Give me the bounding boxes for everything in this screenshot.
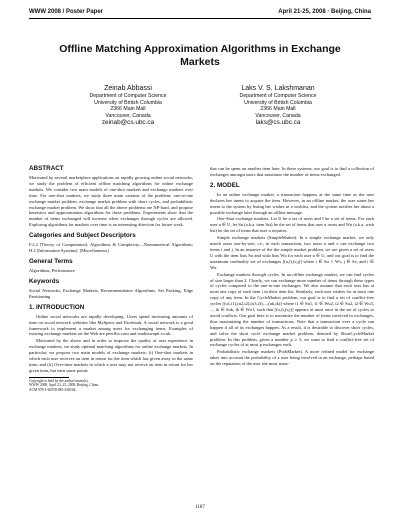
header-left: WWW 2008 / Poster Paper [29, 9, 104, 15]
categories-text: F.2.2 [Theory of Computation]: Algorithms & Complexity—Nonnumerical Algorithms; H.4 [Information Systems]: [Miscellaneous] [29, 242, 193, 254]
author-city: Vancouver, Canada [105, 112, 151, 119]
author-name: Laks V. S. Lakshmanan [241, 85, 315, 92]
left-column [29, 165, 193, 392]
model-paragraph: In an online exchange market, a transaction happens at the same time as the user declares her intent to acquire the item. However, in an offline market, the user states her intent to the system by listing her wishes in a wishlist, and the system notifies her about a possible exchange later through an offline message. [210, 191, 374, 215]
introduction-heading: 1. INTRODUCTION [29, 303, 85, 311]
running-header [29, 9, 371, 17]
model-paragraph: Probabilistic exchange markets (ProbMarket). A more refined model for exchange takes into account the probability of a user being involved in an exchange, perhaps based on the reputation of the user she must trans- [210, 349, 374, 367]
author-email: zeinab@cs.ubc.ca [101, 119, 155, 127]
model-paragraph: One-Shot exchange markets. Let U be a set of users and I be a set of items. For each user u ∈ U, let Su (a.k.a. item list) be the set of items that user u owns and Wu (a.k.a. wish list) be the set of items that user u requires. [210, 216, 374, 234]
right-column [210, 166, 374, 368]
model-paragraph: Simple exchange markets (SimpleMarket). In a simple exchange market, we only match users one-by-one, i.e., in each transaction, two users u and v can exchange two items i and j. In an instance of the the simple market problem, we are given a set of users U with the item lists Su and wish lists Wu for each user u ∈ U, and our goal is to find the maximum cardinality set of exchanges [(u,i),(v,j)] where i ∈ Su ∩ Wv, j ∈ Sv, and i ∈ Wu. [210, 235, 374, 270]
model-paragraph: Exchange markets through cycles. In an offline exchange market, we can find cycles of size larger than 2. Clearly, we can exchange more number of items through these types of cycles compared to the one-to-one exchanges. We also assume that each user has at most one copy of each item i in their item list. Similarly, each user wishes for at most one copy of any item. In the CycleMarket problem, our goal is to find a set of conflict-free cycles [(u1,i1),(u2,i2),(u3,i3),...,(uk,ik)] where i1 ∈ Su1, i1 ∈ Wu2, i2 ∈ Su2, i2 ∈ Wu3, ..., ik ∈ Suk, ik ∈ Wu1, such that [(u,i),(v,j)] appears at most once in the set of cycles to avoid conflicts. Our goal here is to maximize the number of items involved in exchanges, thus maximizing the number of transactions. Note that a transaction over a cycle can happen if all of its exchanges happen. As a result, it is desirable to discover short cycles, and solve the short cycle exchange market problem, denoted by ShortCycleMarket problem. In this problem, given a number p ≥ 3, we want to find a conflict-free set of exchange cycles of at most p exchanges each. [210, 271, 374, 348]
introduction-paragraph: Motivated by the above and in order to improve the quality of user experience in exchange markets, we study optimal matching algorithms for online exchange markets. In particular, we propose two main models of exchange markets: (i) One-shot markets in which each user receives an item in return for the item which has given away in the same time; and (ii) Over-time markets in which a user may not receive an item in return for her given item, but earn some points [29, 338, 193, 373]
author-dept: Department of Computer Science [89, 93, 167, 99]
model-heading: 2. MODEL [210, 181, 240, 189]
terms-text: Algorithms, Performance [29, 267, 75, 273]
abstract-heading: ABSTRACT [29, 165, 64, 172]
keywords-text: Social Networks, Exchange Markets, Recommendation Algorithms, Set Packing, Edge Partitioning [29, 287, 193, 299]
author-block-2 [208, 84, 348, 127]
terms-heading: General Terms [29, 257, 73, 265]
abstract-text: Motivated by several marketplace applications on rapidly growing online social networks, we study the problem of efficient offline matching algorithms for online exchange markets. We consider two main models of one-shot markets and exchange markets over time. For one-shot markets, we study three main variants of the problem: one-to-one exchange market problem, exchange market problem with short cycles, and probabilistic exchange market problem. We show that all the above problems are NP-hard, and propose heuristics and approximation algorithms for these problems. Experiments show that the number of items exchanged will increase when exchanges through cycles are allowed. Exploring algorithms for markets over time is an interesting direction for future work. [29, 175, 193, 228]
header-rule [29, 18, 371, 19]
author-univ: University of British Columbia [244, 99, 312, 106]
page-number: 1187 [195, 505, 205, 510]
header-right: April 21-25, 2008 · Beijing, China [278, 9, 371, 15]
author-dept: Department of Computer Science [239, 93, 317, 99]
author-city: Vancouver, Canada [255, 112, 301, 119]
author-univ: University of British Columbia [94, 99, 162, 106]
author-name: Zeinab Abbassi [104, 85, 152, 92]
categories-heading: Categories and Subject Descriptors [29, 232, 136, 240]
paper-title: Offline Matching Approximation Algorithms in Exchange Markets [59, 43, 341, 68]
author-addr: 2366 Main Mall [260, 106, 296, 113]
introduction-paragraph: Online social networks are rapidly developing. Users spend increasing amounts of time on social network websites like MySpace and Facebook. A social network is a good framework to implement a market among users for exchanging items. Examples of existing exchange markets on the Web are peerflix.com and readitswapit.co.uk. [29, 313, 193, 337]
footnote-rule [29, 377, 69, 378]
author-email: laks@cs.ubc.ca [255, 119, 301, 127]
author-addr: 2366 Main Mall [110, 106, 146, 113]
keywords-heading: Keywords [29, 277, 60, 285]
copyright-footnote: Copyright is held by the author/owner(s). WWW 2008, April 21–25, 2008, Beijing, China. ACM 978-1-60558-085-2/08/04. [29, 378, 99, 392]
introduction-continued: that can be spent on another item later. In these systems, our goal is to find a collection of exchanges amongst users that maximize the number of items exchanged. [210, 166, 374, 177]
author-block-1 [58, 84, 198, 127]
